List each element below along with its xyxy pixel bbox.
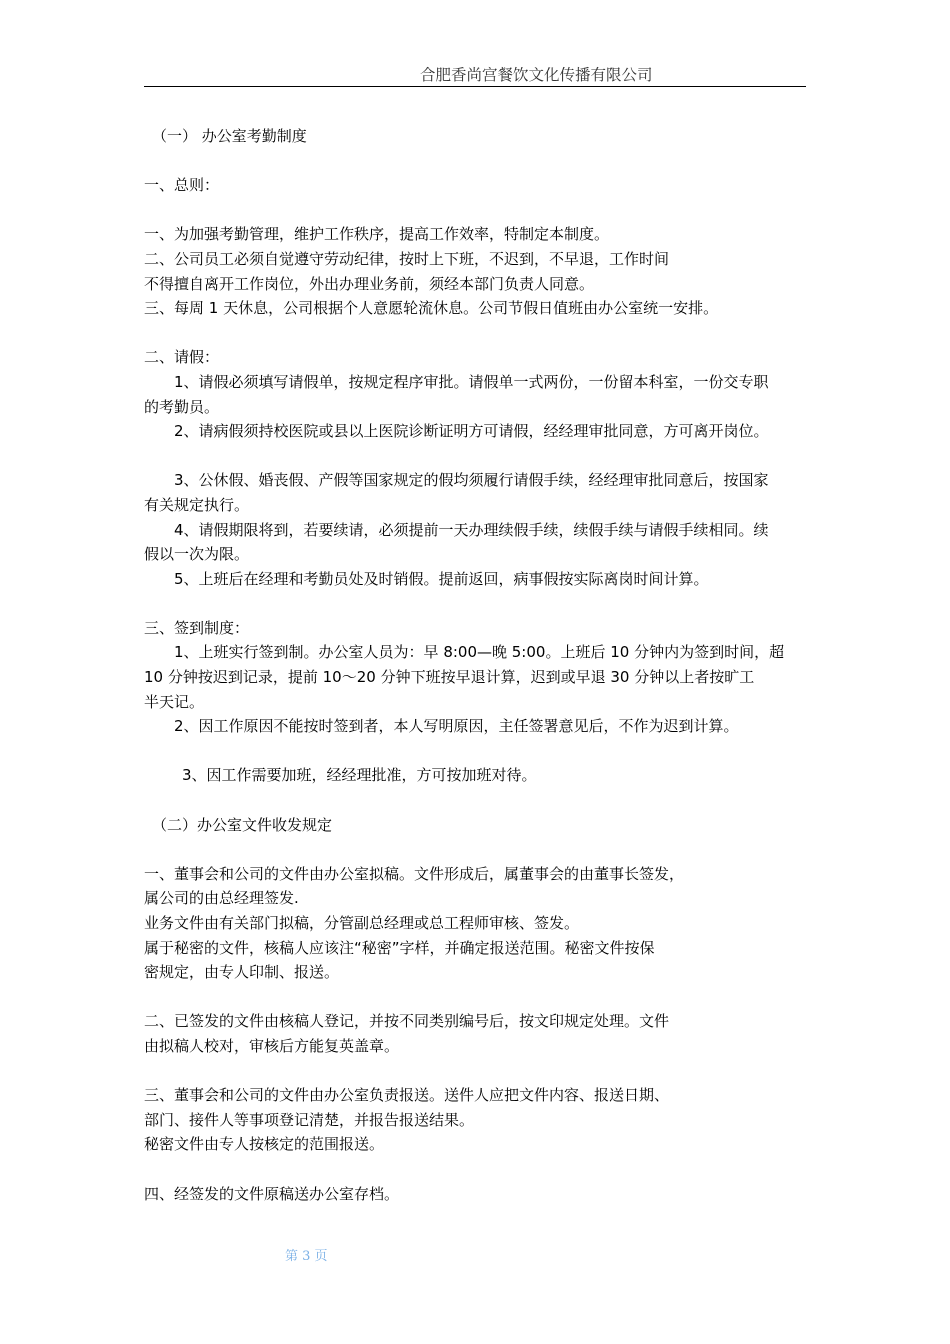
sign-item-3: 3、因工作需要加班，经经理批准，方可按加班对待。 (182, 766, 537, 785)
doc-item-2-line-1: 二、已签发的文件由核稿人登记，并按不同类别编号后，按文印规定处理。文件 (144, 1012, 670, 1031)
sign-item-1-line-1: 1、上班实行签到制。办公室人员为：早 8:00—晚 5:00。上班后 10 分钟内为签到时间，超 (174, 643, 785, 662)
page-header-company: 合肥香尚宫餐饮文化传播有限公司 (420, 66, 653, 84)
section-title-attendance: （一） 办公室考勤制度 (152, 127, 307, 145)
spacer (144, 149, 819, 174)
spacer (144, 591, 819, 616)
spacer (144, 198, 819, 223)
leave-item-3-line-1: 3、公休假、婚丧假、产假等国家规定的假均须履行请假手续，经经理审批同意后，按国家 (174, 471, 769, 490)
section-title-documents: （二）办公室文件收发规定 (152, 815, 333, 834)
spacer (144, 1059, 819, 1084)
sign-item-1-line-3: 半天记。 (144, 692, 205, 711)
spacer (144, 985, 819, 1010)
general-item-2-line-2: 不得擅自离开工作岗位，外出办理业务前，须经本部门负责人同意。 (144, 274, 595, 293)
doc-item-1-line-5: 密规定，由专人印制、报送。 (144, 963, 340, 982)
doc-item-3-line-3: 秘密文件由专人按核定的范围报送。 (144, 1135, 385, 1154)
doc-item-3-line-1: 三、董事会和公司的文件由办公室负责报送。送件人应把文件内容、报送日期、 (144, 1086, 670, 1105)
general-item-2-line-1: 二、公司员工必须自觉遵守劳动纪律，按时上下班，不迟到，不早退，工作时间 (144, 249, 670, 268)
leave-item-1-line-2: 的考勤员。 (144, 397, 220, 416)
spacer (144, 1157, 819, 1182)
doc-item-2-line-2: 由拟稿人校对，审核后方能复英盖章。 (144, 1036, 400, 1055)
doc-item-4: 四、经签发的文件原稿送办公室存档。 (144, 1184, 400, 1203)
leave-item-4-line-1: 4、请假期限将到，若要续请，必须提前一天办理续假手续，续假手续与请假手续相同。续 (174, 520, 769, 539)
header-divider (144, 86, 806, 87)
page-number: 第 3 页 (285, 1249, 328, 1264)
heading-sign-in: 三、签到制度： (144, 618, 250, 637)
leave-item-3-line-2: 有关规定执行。 (144, 495, 250, 514)
doc-item-3-line-2: 部门、接件人等事项登记清楚，并报告报送结果。 (144, 1110, 475, 1129)
leave-item-5: 5、上班后在经理和考勤员处及时销假。提前返回，病事假按实际离岗时间计算。 (174, 569, 709, 588)
document-body (144, 124, 819, 1206)
sign-item-2: 2、因工作原因不能按时签到者，本人写明原因，主任签署意见后，不作为迟到计算。 (174, 717, 739, 736)
spacer (144, 788, 819, 813)
general-item-1: 一、为加强考勤管理，维护工作秩序，提高工作效率，特制定本制度。 (144, 225, 610, 244)
doc-item-1-line-2: 属公司的由总经理签发. (144, 889, 299, 908)
doc-item-1-line-3: 业务文件由有关部门拟稿，分管副总经理或总工程师审核、签发。 (144, 914, 580, 932)
heading-leave: 二、请假： (144, 348, 220, 367)
sign-item-1-line-2: 10 分钟按迟到记录，提前 10～20 分钟下班按早退计算，迟到或早退 30 分钟以上者按旷工 (144, 668, 755, 687)
general-item-3: 三、每周 1 天休息，公司根据个人意愿轮流休息。公司节假日值班由办公室统一安排。 (144, 299, 719, 318)
leave-item-1-line-1: 1、请假必须填写请假单，按规定程序审批。请假单一式两份，一份留本科室，一份交专职 (174, 372, 769, 391)
spacer (144, 321, 819, 346)
leave-item-2: 2、请病假须持校医院或县以上医院诊断证明方可请假，经经理审批同意，方可离开岗位。 (174, 422, 769, 441)
doc-item-1-line-1: 一、董事会和公司的文件由办公室拟稿。文件形成后，属董事会的由董事长签发， (144, 864, 685, 883)
leave-item-4-line-2: 假以一次为限。 (144, 545, 250, 564)
spacer (144, 739, 819, 764)
spacer (144, 444, 819, 469)
heading-general: 一、总则： (144, 176, 220, 195)
doc-item-1-line-4: 属于秘密的文件，核稿人应该注“秘密”字样，并确定报送范围。秘密文件按保 (144, 938, 655, 957)
spacer (144, 837, 819, 862)
